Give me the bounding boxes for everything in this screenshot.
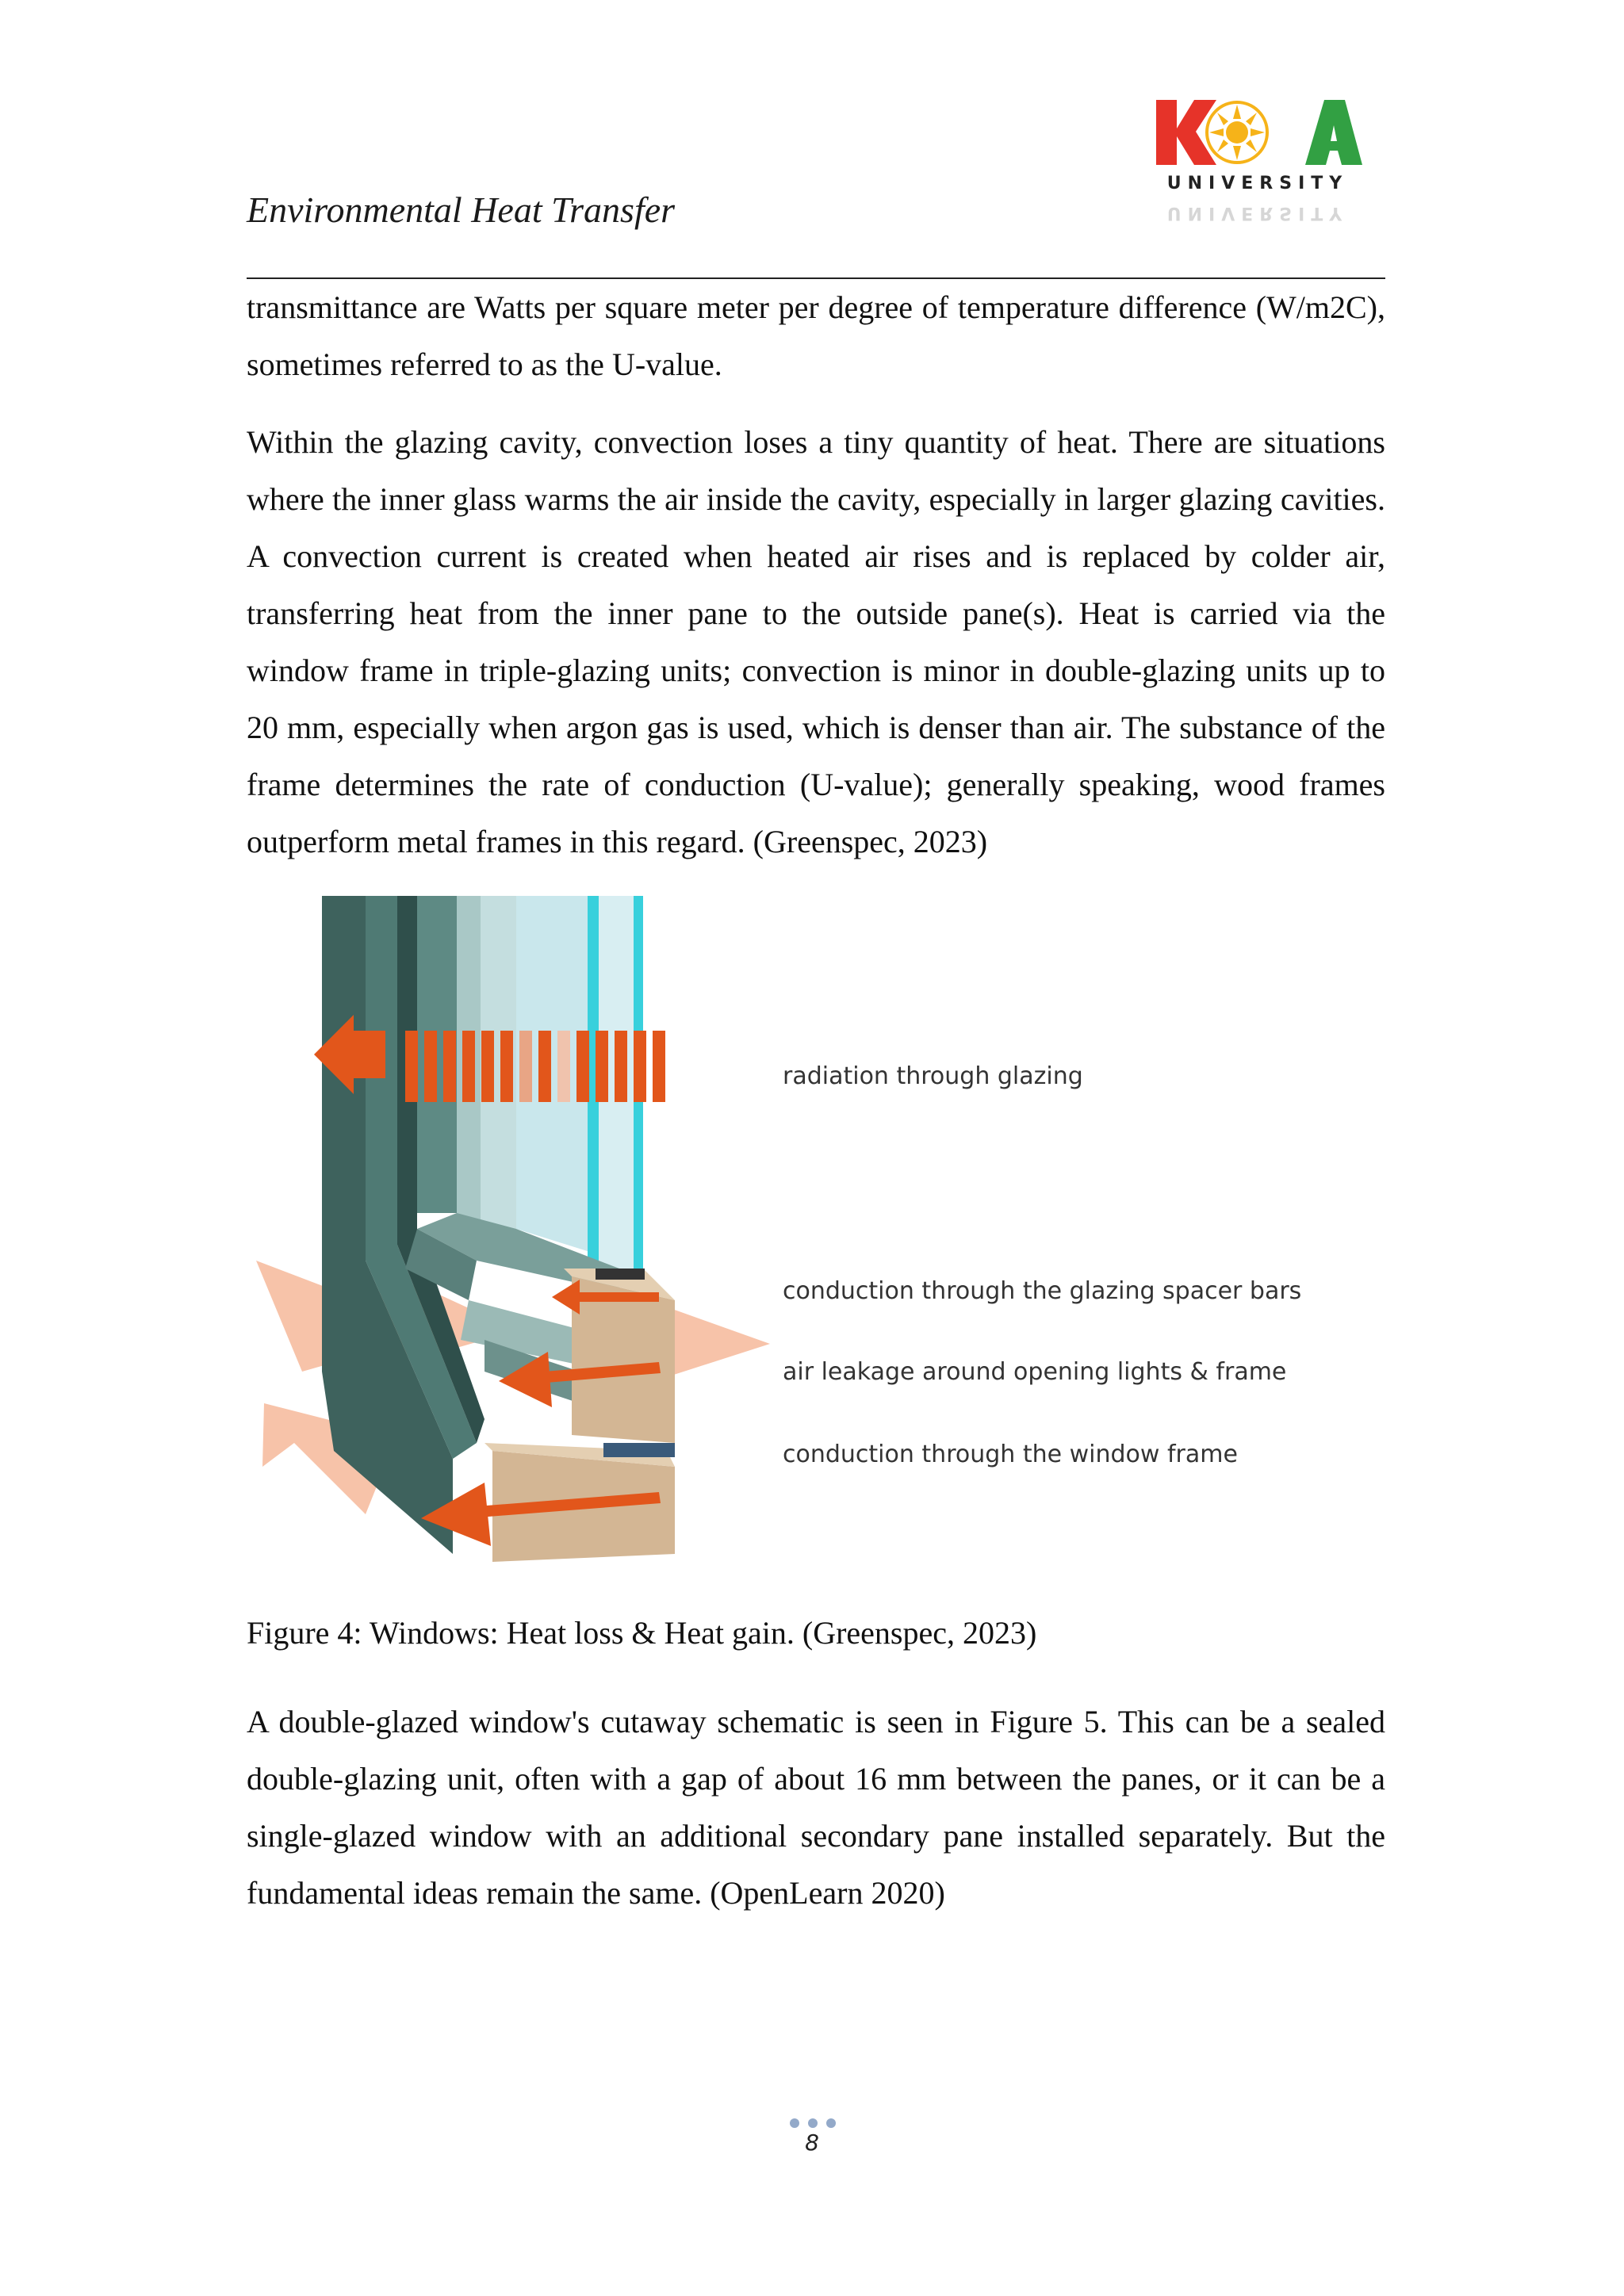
label-radiation: radiation through glazing xyxy=(783,1062,1083,1090)
label-spacer-bars: conduction through the glazing spacer bars xyxy=(783,1277,1302,1305)
paragraph-convection: Within the glazing cavity, convection loses a tiny quantity of heat. There are situations where the inner glass warms the air inside the cavity, especially in larger glazing cavities. A convection current is created when heated air rises and is replaced by colder air, transferring heat from the inner pane to the outside pane(s). Heat is carried via the window frame in triple-glazing units; convection is minor in double-glazing units up to 20 mm, especially when argon gas is used, which is denser than air. The substance of the frame determines the rate of conduction (U-value); generally speaking, wood frames outperform metal frames in this regard. (Greenspec, 2023) xyxy=(247,424,1385,859)
label-frame-conduction: conduction through the window frame xyxy=(783,1441,1238,1468)
koya-university-logo xyxy=(1155,94,1362,223)
paragraph-transmittance: transmittance are Watts per square meter per degree of temperature difference (W/m2C), sometimes referred to as the U-value. xyxy=(247,289,1385,382)
figure-caption: Figure 4: Windows: Heat loss & Heat gain. (Greenspec, 2023) xyxy=(247,1615,1037,1651)
paragraph-double-glazed: A double-glazed window's cutaway schematic is seen in Figure 5. This can be a sealed double-glazing unit, often with a gap of about 16 mm between the panes, or it can be a single-glazed window with an additional secondary pane installed separately. But the fundamental ideas remain the same. (OpenLearn 2020) xyxy=(247,1704,1385,1911)
label-air-leakage: air leakage around opening lights & frame xyxy=(783,1358,1287,1386)
svg-text:UNIVERSITY: UNIVERSITY xyxy=(1166,203,1349,223)
document-title: Environmental Heat Transfer xyxy=(247,189,676,230)
page-number: 8 xyxy=(805,2130,819,2156)
page-dots-ornament xyxy=(785,2115,841,2131)
window-heat-loss-figure xyxy=(247,896,1385,1578)
air-leakage-arrow-right xyxy=(659,1304,770,1380)
logo-university-text: UNIVERSITY xyxy=(1166,174,1349,193)
